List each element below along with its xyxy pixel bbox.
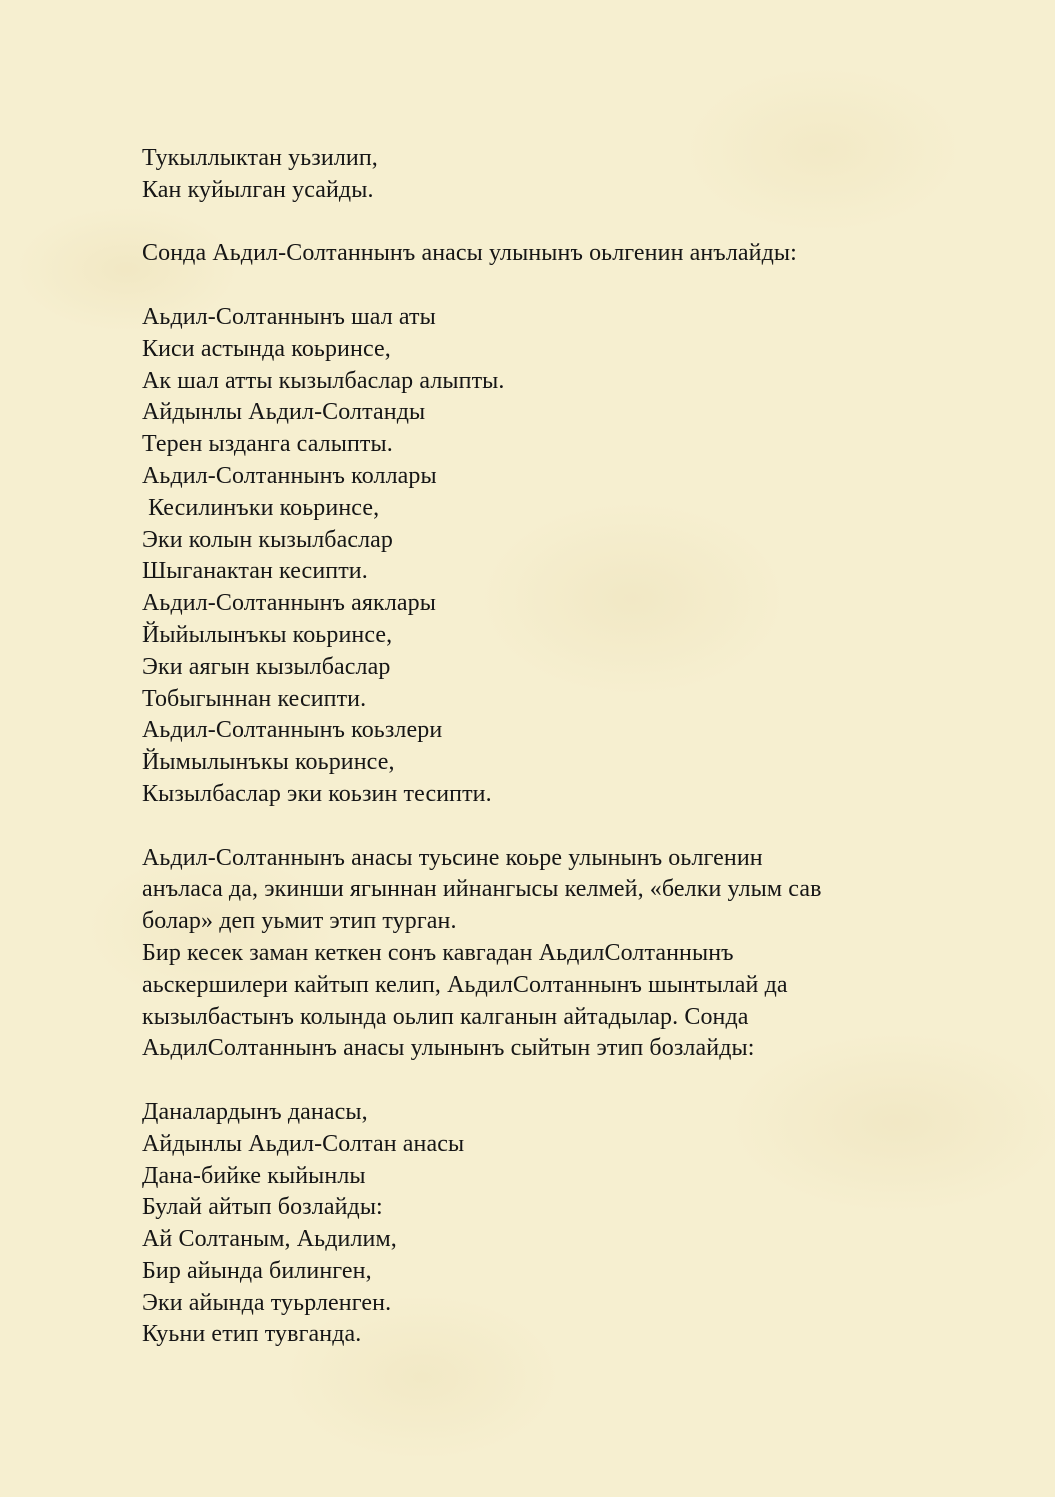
- prose-1: [142, 238, 942, 270]
- text-line: Дана-бийке кыйынлы: [142, 1162, 366, 1189]
- text-line: АьдилСолтаннынъ анасы улынынъ сыйтын этип бозлайды:: [142, 1035, 755, 1062]
- text-line: Аьдил-Солтаннынъ шал аты: [142, 303, 436, 330]
- blank-line: [142, 270, 942, 302]
- text-line: кызылбастынъ колында оьлип калганын айтадылар. Сонда: [142, 1003, 749, 1030]
- text-line: Аьдил-Солтаннынъ коллары: [142, 462, 437, 489]
- text-line: Йыйылынъкы коьринсе,: [142, 621, 393, 648]
- text-line: Аьдил-Солтаннынъ анасы туьсине коьре улынынъ оьлгенин: [142, 844, 763, 871]
- text-line: Аьдил-Солтаннынъ коьзлери: [142, 717, 443, 744]
- text-line: болар» деп уьмит этип турган.: [142, 908, 457, 935]
- text-line: Айдынлы Аьдил-Солтан анасы: [142, 1130, 465, 1157]
- text-line: Айдынлы Аьдил-Солтанды: [142, 399, 426, 426]
- stanza-1: [142, 143, 942, 207]
- text-line: Сонда Аьдил-Солтаннынъ анасы улынынъ оьлгенин анълайды:: [142, 240, 797, 267]
- document-text: [142, 143, 942, 1351]
- prose-2: [142, 843, 942, 1066]
- text-line: анъласа да, экинши ягыннан ийнангысы келмей, «белки улым сав: [142, 876, 822, 903]
- text-line: Кесилинъки коьринсе,: [142, 494, 380, 521]
- text-line: Эки колын кызылбаслар: [142, 526, 394, 553]
- text-line: Терен ызданга салыпты.: [142, 431, 393, 458]
- text-line: Эки аягын кызылбаслар: [142, 653, 391, 680]
- text-line: Киси астында коьринсе,: [142, 335, 391, 362]
- text-line: Ай Солтаным, Аьдилим,: [142, 1226, 397, 1253]
- text-line: Бир айында билинген,: [142, 1257, 372, 1284]
- text-line: Булай айтып бозлайды:: [142, 1194, 383, 1221]
- stanza-2: [142, 302, 942, 811]
- text-line: Тукыллыктан уьзилип,: [142, 145, 378, 171]
- text-line: Тобыгыннан кесипти.: [142, 685, 367, 712]
- blank-line: [142, 1065, 942, 1097]
- text-line: Куьни етип тувганда.: [142, 1321, 362, 1348]
- text-line: Бир кесек заман кеткен сонъ кавгадан АьдилСолтаннынъ: [142, 939, 734, 966]
- text-line: Йымылынъкы коьринсе,: [142, 749, 395, 776]
- text-line: Аьдил-Солтаннынъ аяклары: [142, 590, 436, 617]
- blank-line: [142, 207, 942, 239]
- blank-line: [142, 811, 942, 843]
- text-line: Ак шал атты кызылбаслар алыпты.: [142, 367, 505, 394]
- text-line: Шыганактан кесипти.: [142, 558, 368, 585]
- text-line: Даналардынъ данасы,: [142, 1098, 368, 1125]
- text-line: Кызылбаслар эки коьзин тесипти.: [142, 780, 492, 807]
- stanza-3: [142, 1097, 942, 1351]
- text-line: Кан куйылган усайды.: [142, 176, 374, 203]
- text-line: Эки айында туьрленген.: [142, 1289, 392, 1316]
- text-line: аьскершилери кайтып келип, АьдилСолтаннынъ шынтылай да: [142, 971, 788, 998]
